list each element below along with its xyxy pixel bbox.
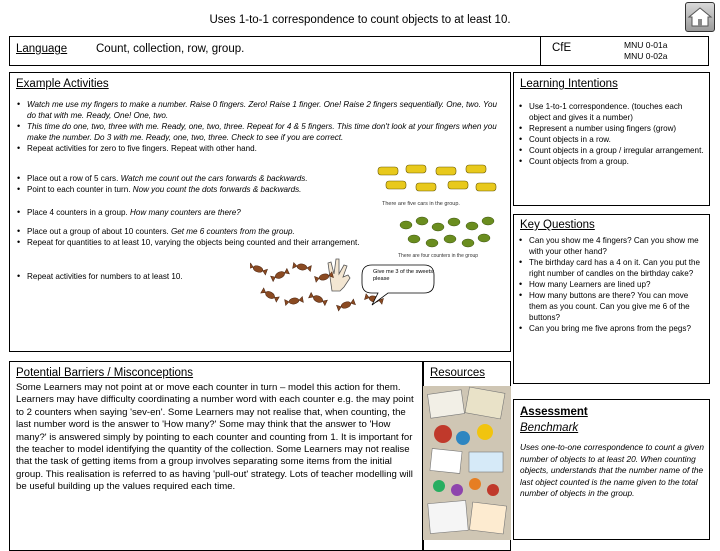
learning-intentions-heading: Learning Intentions	[520, 78, 618, 90]
list-item: • Repeat activities for zero to five fingers. Repeat with other hand.	[17, 143, 501, 154]
list-item: • How many buttons are there? You can move them as you count. Can you give me 6 of the buttons?	[519, 290, 705, 323]
cfe-label: CfE	[552, 42, 572, 54]
learning-intentions-list	[519, 101, 705, 167]
home-button[interactable]	[685, 2, 715, 32]
counters-caption: There are four counters in the group	[398, 253, 479, 259]
cars-image	[372, 161, 504, 211]
list-item: • Repeat for quantities to at least 10, varying the objects being counted and their arrangement.	[17, 237, 362, 248]
cfe-divider	[540, 37, 541, 65]
cfe-codes	[624, 40, 667, 62]
speech-bubble-text: Give me 3 of the sweets please	[373, 269, 434, 282]
example-activities-heading: Example Activities	[16, 78, 109, 90]
list-item: • The birthday card has a 4 on it. Can you put the right number of candles on the birthday cake?	[519, 257, 705, 279]
list-item: • Count objects from a group.	[519, 156, 705, 167]
cfe-code: MNU 0-02a	[624, 51, 668, 61]
benchmark-text: Uses one-to-one correspondence to count a given number of objects to at least 20. When counting objects, understands that the number name of the last object counted is the name given to the total number of objects in the group.	[520, 442, 705, 498]
list-item: • Represent a number using fingers (grow)	[519, 123, 705, 134]
activity-list-fingers	[17, 99, 501, 154]
list-item: • Count objects in a group / irregular arrangement.	[519, 145, 705, 156]
resources-image	[423, 386, 511, 540]
assessment-panel	[513, 399, 710, 540]
key-questions-heading: Key Questions	[520, 219, 595, 231]
list-item: • Watch me use my fingers to make a number. Raise 0 fingers. Zero! Raise 1 finger. One! Raise 2 fingers sequentially. One, two. You do that with me. Ready, One! One, two.	[17, 99, 501, 121]
learning-intentions-panel	[513, 72, 710, 206]
list-item: • Use 1-to-1 correspondence. (touches each object and gives it a number)	[519, 101, 705, 123]
key-questions-panel	[513, 214, 710, 384]
list-item: • Place out a group of about 10 counters. Get me 6 counters from the group.	[17, 226, 362, 237]
list-item: • How many Learners are lined up?	[519, 279, 705, 290]
resources-heading: Resources	[430, 367, 485, 379]
cars-caption: There are five cars in the group.	[382, 201, 460, 207]
language-words: Count, collection, row, group.	[96, 43, 245, 55]
key-questions-list	[519, 235, 705, 334]
barriers-panel	[9, 361, 423, 551]
assessment-heading: Assessment	[520, 406, 588, 418]
example-activities-panel	[9, 72, 511, 352]
list-item: • Point to each counter in turn. Now you count the dots forwards & backwards.	[17, 184, 367, 195]
list-item: • Repeat activities for numbers to at least 10.	[17, 271, 257, 282]
list-item: • Count objects in a row.	[519, 134, 705, 145]
benchmark-heading: Benchmark	[520, 422, 579, 434]
activity-list-counters	[17, 226, 362, 248]
language-row	[9, 36, 709, 66]
home-icon	[686, 3, 714, 31]
activity-list-cars	[17, 173, 367, 195]
list-item: • Can you bring me five aprons from the pegs?	[519, 323, 705, 334]
counters-image	[392, 213, 504, 263]
list-item: • Place out a row of 5 cars. Watch me count out the cars forwards & backwards.	[17, 173, 367, 184]
activity-list-repeat	[17, 271, 257, 282]
barriers-text: Some Learners may not point at or move each counter in turn – model this action for them. Learners may have difficulty coordinating a number word with each counter e.g. the may point to 2 counters when saying 'sev-en'. Some Learners may not realise that, when counting, the last number word is the answer to 'How many?' Some may think that the answer to 'How many?' is answered simply by pointing to each counter and counting from 1. It is important for the teacher to model identifying the quantity of the collection. Some Learners may not realise that the task of getting items from a group involves separating some items from the initial group. This realisation is referred to as having 'pull-out' strategy. Lots of teacher modelling will be useful building up the values required each time.	[16, 382, 414, 493]
cfe-code: MNU 0-01a	[624, 40, 668, 50]
list-item: • Place 4 counters in a group. How many counters are there?	[17, 207, 501, 218]
list-item: • Can you show me 4 fingers? Can you show me with your other hand?	[519, 235, 705, 257]
page-title: Uses 1-to-1 correspondence to count objects to at least 10.	[209, 14, 511, 26]
list-item: • This time do one, two, three with me. Ready, one, two, three. Repeat for 4 & 5 fingers. This time don't look at your fingers when you make the number. Do 3 with me. Ready, one, two, three. Check to see if you are correct.	[17, 121, 501, 143]
language-label: Language	[16, 43, 68, 55]
barriers-heading: Potential Barriers / Misconceptions	[16, 367, 194, 379]
